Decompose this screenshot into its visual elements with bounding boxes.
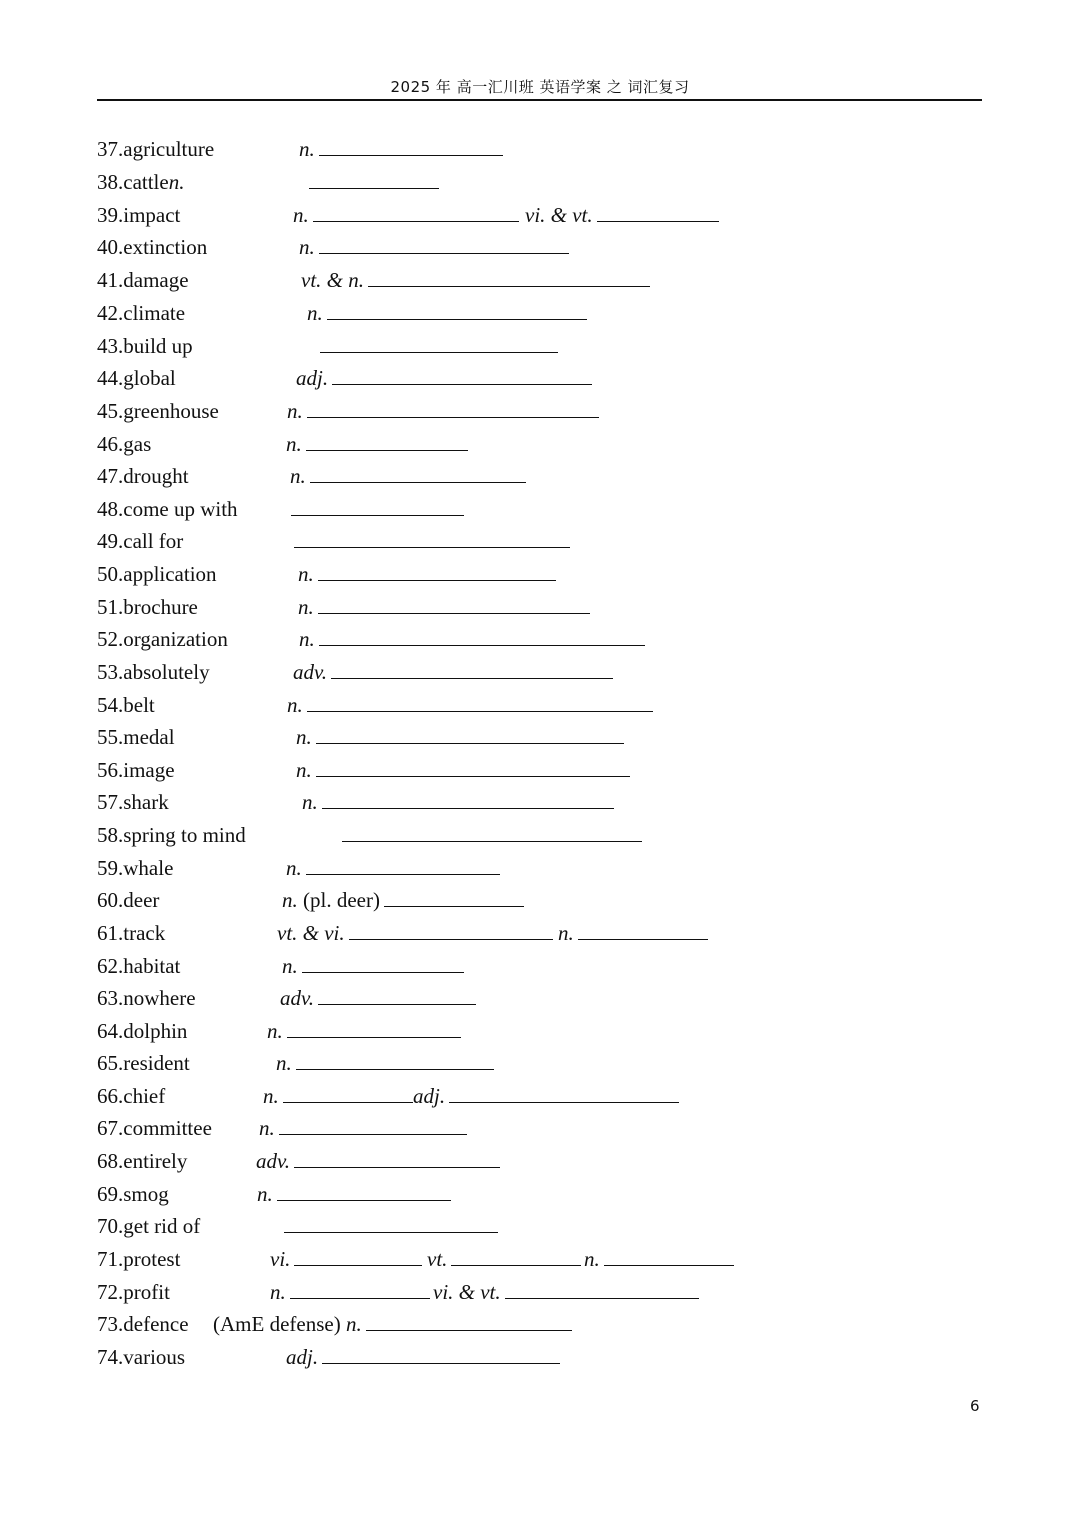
answer-blank[interactable] [320, 352, 558, 353]
page-header-title: 2025 年 高一汇川班 英语学案 之 词汇复习 [390, 78, 690, 96]
vocab-entry [97, 167, 977, 197]
vocab-entry [97, 624, 977, 654]
answer-blank[interactable] [291, 515, 464, 516]
answer-group [338, 820, 644, 850]
answer-group [287, 690, 655, 720]
vocab-word-text: 70.get rid of [97, 1214, 201, 1238]
answer-blank[interactable] [287, 1037, 461, 1038]
answer-blank[interactable] [597, 221, 719, 222]
part-of-speech: n. [287, 693, 303, 717]
vocab-word [97, 1179, 169, 1209]
answer-group [299, 232, 571, 262]
answer-group [270, 1277, 432, 1307]
vocab-word [97, 429, 151, 459]
vocab-entry [97, 134, 977, 164]
answer-group [280, 983, 478, 1013]
vocab-word [97, 363, 176, 393]
vocab-word-text: 69.smog [97, 1182, 169, 1206]
vocab-word-text: 37.agriculture [97, 137, 215, 161]
vocab-word [97, 592, 198, 622]
answer-blank[interactable] [449, 1102, 679, 1103]
vocab-entry [97, 853, 977, 883]
part-of-speech: n. [298, 595, 314, 619]
vocab-word-text: 47.drought [97, 464, 189, 488]
vocab-entry [97, 592, 977, 622]
vocab-word [97, 885, 159, 915]
answer-blank[interactable] [322, 808, 614, 809]
part-of-speech: n. [293, 203, 309, 227]
vocab-entry [97, 787, 977, 817]
vocab-word [97, 690, 155, 720]
vocab-word-text: 57.shark [97, 790, 169, 814]
vocab-word-text: 44.global [97, 366, 176, 390]
vocab-entry [97, 885, 977, 915]
vocab-entry [97, 1179, 977, 1209]
vocab-word-text: 72.profit [97, 1280, 170, 1304]
answer-blank[interactable] [309, 188, 439, 189]
vocab-entry [97, 1048, 977, 1078]
part-of-speech: n. [296, 725, 312, 749]
vocab-entry [97, 200, 977, 230]
vocab-entry [97, 1146, 977, 1176]
vocab-word [97, 1277, 170, 1307]
part-of-speech: n. [299, 137, 315, 161]
vocab-word [97, 232, 207, 262]
answer-group [213, 1309, 574, 1339]
answer-blank[interactable] [310, 482, 526, 483]
part-of-speech: n. [299, 627, 315, 651]
vocab-entry [97, 951, 977, 981]
vocab-entry [97, 494, 977, 524]
part-of-speech: n. [276, 1051, 292, 1075]
part-of-speech: vt. [427, 1247, 448, 1271]
answer-blank[interactable] [307, 417, 599, 418]
answer-group [302, 787, 616, 817]
vocab-word [97, 396, 219, 426]
answer-blank[interactable] [331, 678, 613, 679]
part-of-speech: adv. [256, 1149, 291, 1173]
answer-group [298, 592, 592, 622]
vocab-word-text: 62.habitat [97, 954, 181, 978]
vocab-entry [97, 820, 977, 850]
vocab-word [97, 494, 238, 524]
answer-blank[interactable] [318, 1004, 476, 1005]
vocab-word-text: 59.whale [97, 856, 174, 880]
vocab-word-text: 64.dolphin [97, 1019, 188, 1043]
answer-blank[interactable] [319, 645, 645, 646]
vocab-word [97, 1048, 190, 1078]
part-of-speech: vi. & vt. [433, 1280, 501, 1304]
vocab-word-text: 56.image [97, 758, 175, 782]
vocab-word [97, 722, 175, 752]
answer-group [286, 853, 502, 883]
answer-group [299, 624, 647, 654]
vocab-word-text: 46.gas [97, 432, 152, 456]
vocab-entry [97, 1309, 977, 1339]
part-of-speech: n. [298, 562, 314, 586]
part-of-speech: n. [257, 1182, 273, 1206]
answer-blank[interactable] [294, 1167, 500, 1168]
answer-blank[interactable] [319, 253, 569, 254]
vocab-entry [97, 1113, 977, 1143]
header-divider [97, 99, 982, 101]
answer-group [290, 526, 572, 556]
answer-blank[interactable] [290, 1298, 430, 1299]
part-of-speech: n. [270, 1280, 286, 1304]
vocab-entry [97, 1244, 977, 1274]
page-number: 6 [970, 1397, 980, 1415]
answer-blank[interactable] [316, 743, 624, 744]
part-of-speech: n. [263, 1084, 279, 1108]
part-of-speech: vi. [270, 1247, 291, 1271]
vocab-word [97, 1342, 185, 1372]
answer-blank[interactable] [319, 155, 503, 156]
part-of-speech: vt. & vi. [277, 921, 345, 945]
vocab-word-text: 58.spring to mind [97, 823, 246, 847]
answer-group [280, 1211, 500, 1241]
vocab-word [97, 265, 189, 295]
answer-blank[interactable] [327, 319, 587, 320]
answer-group [286, 1342, 562, 1372]
answer-group [413, 1081, 681, 1111]
vocab-entry [97, 331, 977, 361]
part-of-speech: vt. & n. [301, 268, 364, 292]
answer-blank[interactable] [277, 1200, 451, 1201]
vocab-word [97, 983, 196, 1013]
answer-group [259, 1113, 469, 1143]
vocab-word-text: 42.climate [97, 301, 186, 325]
vocab-word-text: 41.damage [97, 268, 189, 292]
answer-group [558, 918, 710, 948]
answer-blank[interactable] [307, 711, 653, 712]
vocab-word-text: 60.deer [97, 888, 160, 912]
vocab-entry [97, 526, 977, 556]
answer-blank[interactable] [451, 1265, 581, 1266]
vocab-word [97, 559, 217, 589]
part-of-speech: n. [286, 432, 302, 456]
answer-group [316, 331, 560, 361]
answer-group [584, 1244, 736, 1274]
part-of-speech: n. [267, 1019, 283, 1043]
answer-blank[interactable] [366, 1330, 572, 1331]
answer-group [287, 494, 466, 524]
vocab-word [97, 134, 214, 164]
part-of-speech: n. [296, 758, 312, 782]
vocab-entry [97, 722, 977, 752]
part-of-speech: adj. [296, 366, 329, 390]
vocab-word-text: 66.chief [97, 1084, 166, 1108]
answer-blank[interactable] [322, 1363, 560, 1364]
answer-blank[interactable] [306, 874, 500, 875]
spelling-note: (AmE defense) [213, 1312, 341, 1336]
answer-group [270, 1244, 424, 1274]
vocab-word-text: 51.brochure [97, 595, 198, 619]
answer-blank[interactable] [279, 1134, 467, 1135]
answer-blank[interactable] [283, 1102, 413, 1103]
vocab-word [97, 951, 180, 981]
answer-group [301, 265, 652, 295]
vocab-word [97, 1309, 189, 1339]
answer-group [298, 559, 558, 589]
answer-group [267, 1016, 463, 1046]
answer-blank[interactable] [368, 286, 650, 287]
vocab-word-text: 39.impact [97, 203, 181, 227]
part-of-speech: n. [286, 856, 302, 880]
plural-note: (pl. deer) [303, 888, 380, 912]
vocab-word-text: 50.application [97, 562, 217, 586]
answer-group [296, 755, 632, 785]
vocab-word [97, 526, 183, 556]
answer-group [305, 167, 441, 197]
answer-blank[interactable] [384, 906, 524, 907]
part-of-speech: n. [558, 921, 574, 945]
vocab-word-text: 49.call for [97, 529, 184, 553]
vocab-entry [97, 690, 977, 720]
vocab-entry [97, 232, 977, 262]
vocab-entry [97, 1211, 977, 1241]
answer-blank[interactable] [316, 776, 630, 777]
vocab-word-text: 63.nowhere [97, 986, 196, 1010]
answer-group [256, 1146, 502, 1176]
vocab-word [97, 657, 210, 687]
vocab-word [97, 624, 228, 654]
vocab-entry [97, 1081, 977, 1111]
part-of-speech: n. [299, 235, 315, 259]
vocab-word [97, 167, 184, 197]
vocab-word-text: 73.defence [97, 1312, 189, 1336]
part-of-speech: n. [168, 170, 185, 194]
answer-group [293, 657, 615, 687]
vocab-word [97, 918, 165, 948]
vocab-word [97, 1113, 212, 1143]
vocab-word-text: 45.greenhouse [97, 399, 219, 423]
vocab-word-text: 48.come up with [97, 497, 238, 521]
answer-group [282, 885, 526, 915]
answer-blank[interactable] [578, 939, 708, 940]
vocab-word-text: 40.extinction [97, 235, 208, 259]
part-of-speech: adj. [413, 1084, 446, 1108]
vocab-word [97, 1081, 165, 1111]
vocab-word [97, 461, 189, 491]
answer-group [296, 722, 626, 752]
vocab-entry [97, 298, 977, 328]
vocab-word-text: 61.track [97, 921, 166, 945]
part-of-speech: n. [584, 1247, 600, 1271]
answer-blank[interactable] [294, 1265, 422, 1266]
answer-group [282, 951, 466, 981]
vocab-word-text: 71.protest [97, 1247, 181, 1271]
vocab-entry [97, 1342, 977, 1372]
part-of-speech: n. [282, 954, 298, 978]
answer-blank[interactable] [294, 547, 570, 548]
part-of-speech: n. [287, 399, 303, 423]
part-of-speech: n. [345, 1312, 362, 1336]
answer-group [290, 461, 528, 491]
vocab-word-text: 53.absolutely [97, 660, 210, 684]
vocab-word-text: 74.various [97, 1345, 186, 1369]
vocab-word [97, 755, 175, 785]
vocab-word [97, 1016, 187, 1046]
vocab-entry [97, 1277, 977, 1307]
part-of-speech: n. [259, 1116, 275, 1140]
vocab-entry [97, 363, 977, 393]
answer-group [277, 918, 555, 948]
vocab-word-text: 68.entirely [97, 1149, 188, 1173]
vocab-entry [97, 918, 977, 948]
answer-blank[interactable] [302, 972, 464, 973]
vocab-entry [97, 396, 977, 426]
answer-blank[interactable] [332, 384, 592, 385]
vocab-word [97, 820, 246, 850]
part-of-speech: n. [282, 888, 298, 912]
vocab-word-text: 43.build up [97, 334, 193, 358]
vocab-entry [97, 265, 977, 295]
answer-group [433, 1277, 701, 1307]
vocab-word [97, 331, 193, 361]
answer-group [257, 1179, 453, 1209]
vocab-word-text: 54.belt [97, 693, 155, 717]
vocab-word-text: 65.resident [97, 1051, 190, 1075]
part-of-speech: n. [302, 790, 318, 814]
answer-group [287, 396, 601, 426]
vocab-word [97, 1244, 180, 1274]
vocab-entry [97, 461, 977, 491]
answer-blank[interactable] [349, 939, 553, 940]
vocab-entry [97, 657, 977, 687]
answer-blank[interactable] [313, 221, 519, 222]
part-of-speech: adj. [286, 1345, 319, 1369]
answer-group [286, 429, 470, 459]
vocab-word-text: 38.cattle [97, 170, 169, 194]
vocab-word [97, 853, 173, 883]
vocab-entry [97, 559, 977, 589]
part-of-speech: n. [290, 464, 306, 488]
vocab-entry [97, 1016, 977, 1046]
answer-blank[interactable] [318, 613, 590, 614]
answer-group [296, 363, 594, 393]
vocab-word-text: 55.medal [97, 725, 175, 749]
vocab-word [97, 200, 180, 230]
answer-blank[interactable] [296, 1069, 494, 1070]
vocab-word [97, 1211, 200, 1241]
part-of-speech: n. [307, 301, 323, 325]
vocab-entry [97, 755, 977, 785]
answer-group [525, 200, 721, 230]
answer-group [276, 1048, 496, 1078]
part-of-speech: adv. [293, 660, 328, 684]
vocab-word-text: 52.organization [97, 627, 228, 651]
vocab-word-text: 67.committee [97, 1116, 212, 1140]
part-of-speech: adv. [280, 986, 315, 1010]
answer-blank[interactable] [284, 1232, 498, 1233]
answer-blank[interactable] [306, 450, 468, 451]
answer-blank[interactable] [342, 841, 642, 842]
vocab-word [97, 298, 185, 328]
answer-group [293, 200, 521, 230]
answer-blank[interactable] [505, 1298, 699, 1299]
answer-blank[interactable] [604, 1265, 734, 1266]
answer-group [427, 1244, 583, 1274]
answer-group [307, 298, 589, 328]
answer-group [299, 134, 505, 164]
part-of-speech: vi. & vt. [525, 203, 593, 227]
answer-blank[interactable] [318, 580, 556, 581]
vocab-word [97, 787, 169, 817]
answer-group [263, 1081, 415, 1111]
vocab-word [97, 1146, 187, 1176]
vocab-entry [97, 429, 977, 459]
vocab-entry [97, 983, 977, 1013]
